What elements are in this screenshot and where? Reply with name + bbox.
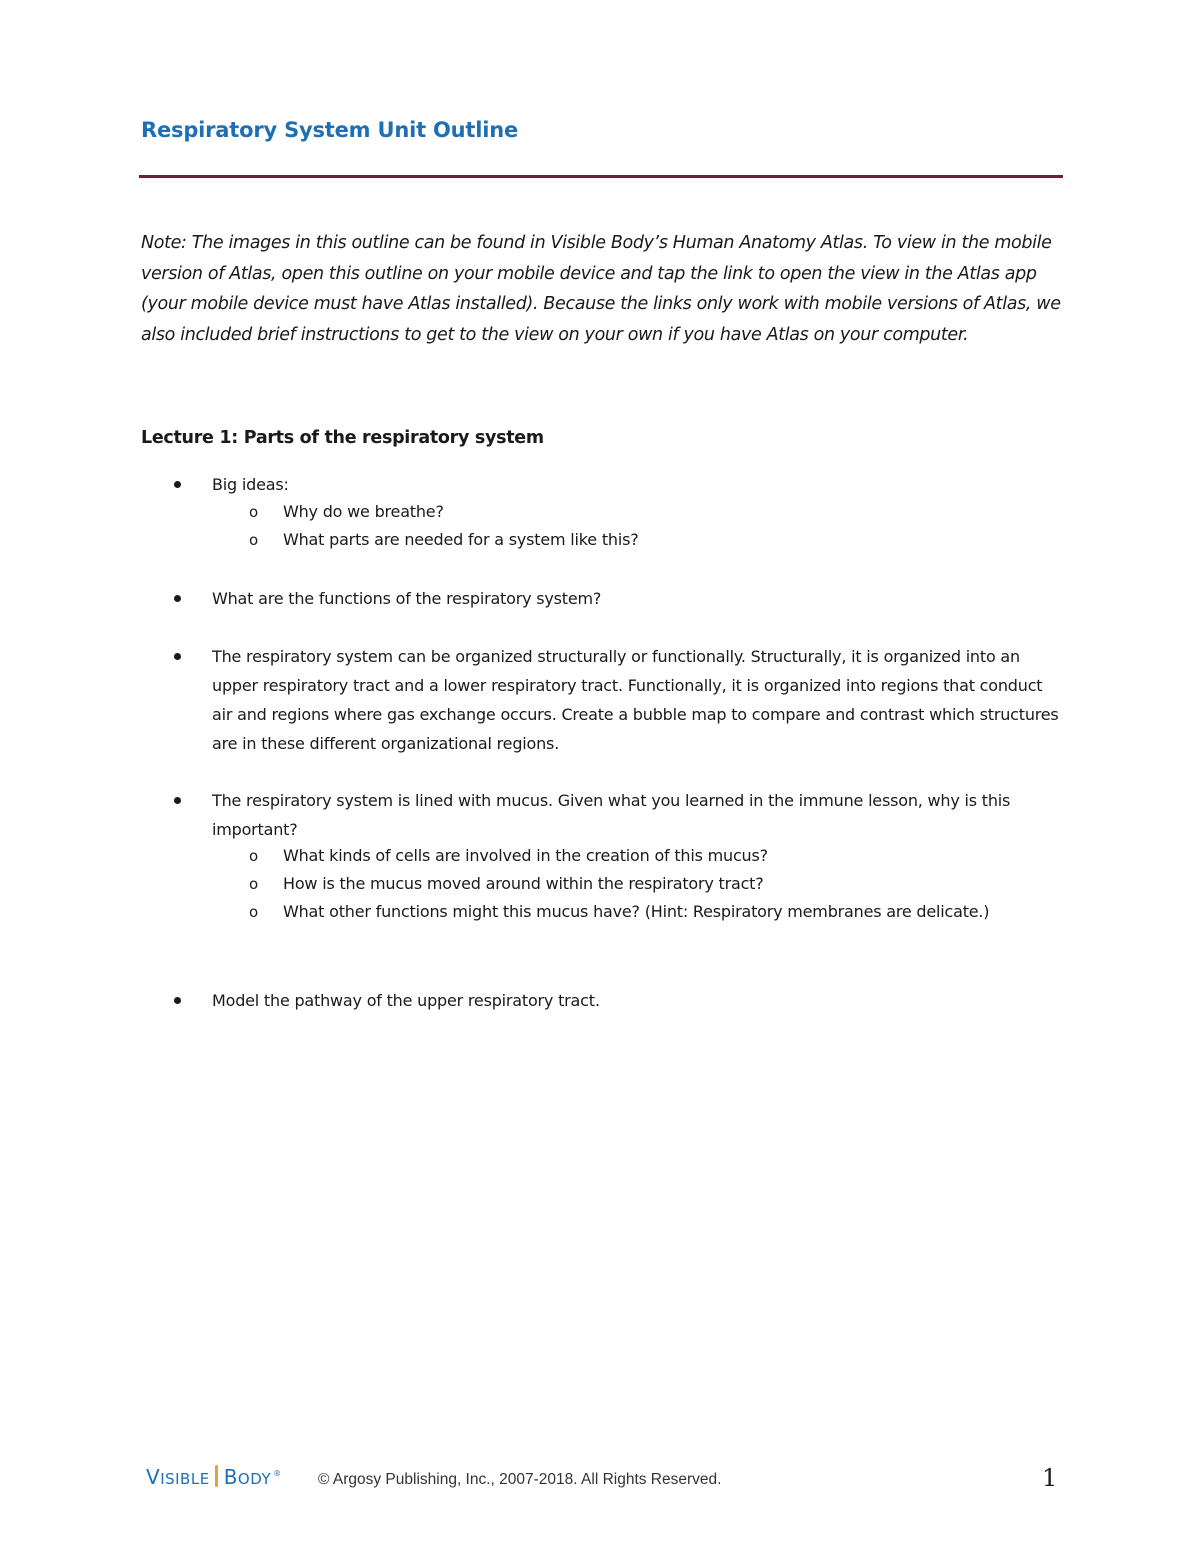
sub-marker: o [249,847,258,865]
bullet-marker [174,481,181,488]
list-item [212,470,1062,499]
sub-marker: o [249,875,258,893]
sub-list-item-text: What other functions might this mucus have? (Hint: Respiratory membranes are delicate.) [283,902,990,921]
logo-letter: V [146,1465,161,1489]
sub-marker: o [249,531,258,549]
copyright-notice: © Argosy Publishing, Inc., 2007-2018. All Rights Reserved. [318,1471,722,1488]
page-title: Respiratory System Unit Outline [141,118,519,142]
logo-figure-icon [215,1465,218,1487]
bullet-marker [174,595,181,602]
list-item [212,642,1062,758]
sub-list-item [249,870,1003,899]
registered-mark: ® [273,1469,282,1478]
bullet-marker [174,997,181,1004]
sub-list-item-text: Why do we breathe? [283,502,444,521]
list-item-text: The respiratory system can be organized structurally or functionally. Structurally, it is organized into an upper respiratory tract and a lower respiratory tract. Functionally, it is organized into regions that conduct air and regions where gas exchange occurs. Create a bubble map to compare and contrast which structures are in these different organizational regions. [212,647,1059,753]
list-item-text: Model the pathway of the upper respiratory tract. [212,991,600,1010]
sub-list-item [249,526,1003,555]
list-item-text: Big ideas: [212,475,289,494]
intro-note: Note: The images in this outline can be found in Visible Body’s Human Anatomy Atlas. To view in the mobile version of Atlas, open this outline on your mobile device and tap the link to open the view in the Atlas app (your mobile device must have Atlas installed). Because the links only work with mobile versions of Atlas, we also included brief instructions to get to the view on your own if you have Atlas on your computer. [141,233,1061,345]
logo-letter: B [223,1465,238,1489]
sub-list-item [249,498,1003,527]
list-item-text: The respiratory system is lined with mucus. Given what you learned in the immune lesson, why is this important? [212,791,1011,839]
sub-list-item-text: How is the mucus moved around within the respiratory tract? [283,874,764,893]
bullet-marker [174,797,181,804]
sub-list-item [249,842,1003,871]
sub-list-item-text: What parts are needed for a system like this? [283,530,639,549]
sub-list-item [249,898,1003,927]
sub-list-item-text: What kinds of cells are involved in the creation of this mucus? [283,846,768,865]
title-rule [139,175,1063,178]
list-item-text: What are the functions of the respiratory system? [212,589,602,608]
sub-marker: o [249,503,258,521]
list-item [212,786,1062,844]
logo-word: ISIBLE [160,1470,210,1488]
lecture-heading: Lecture 1: Parts of the respiratory system [141,428,544,448]
page-number: 1 [1042,1464,1058,1492]
list-item [212,584,1062,613]
sub-marker: o [249,903,258,921]
logo-word: ODY [237,1470,272,1488]
bullet-marker [174,653,181,660]
visible-body-logo [146,1465,282,1493]
list-item [212,986,1062,1015]
